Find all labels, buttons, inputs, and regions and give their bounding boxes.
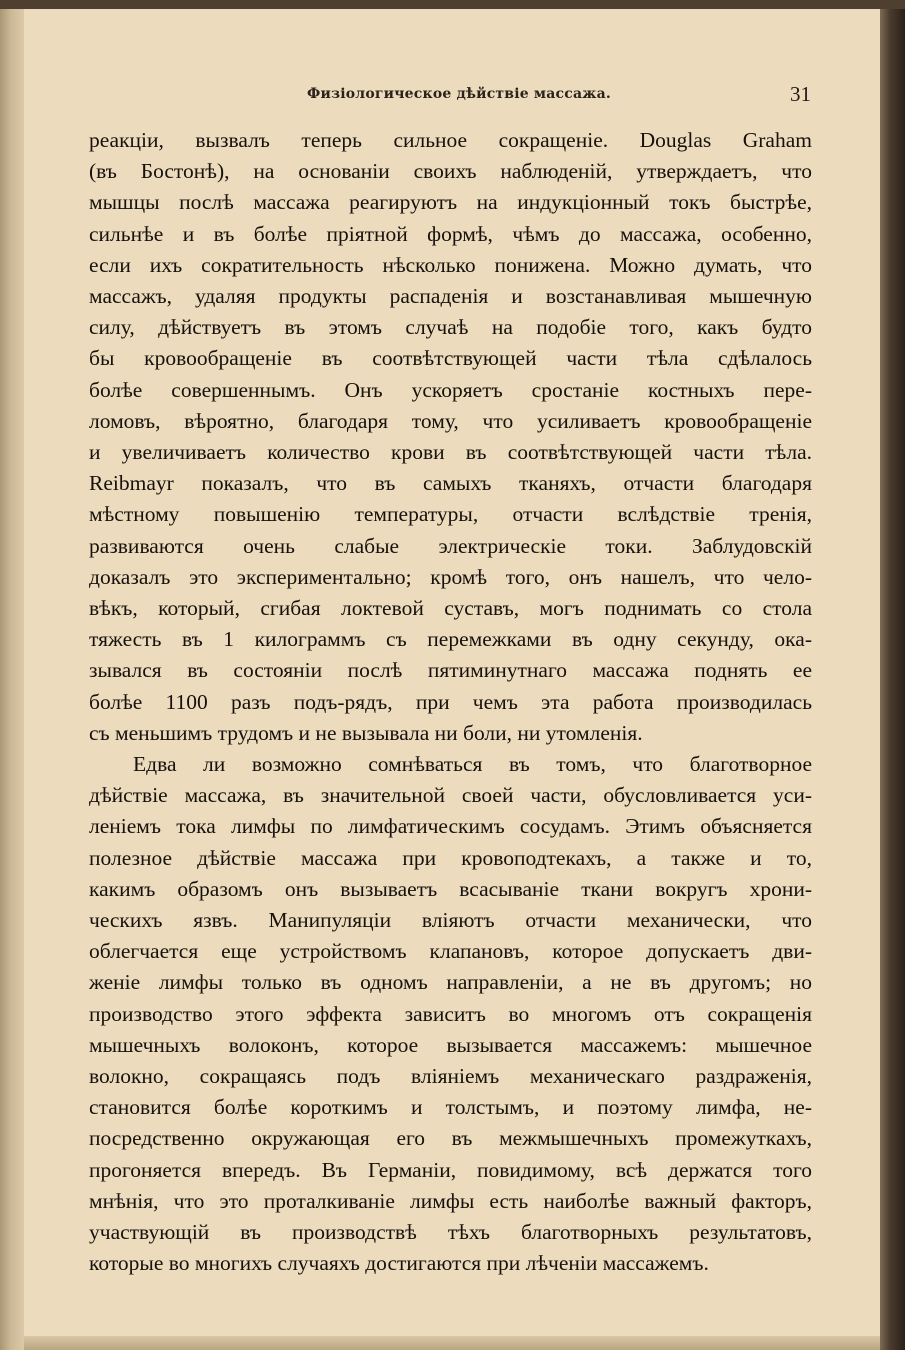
text-line: ческихъ язвъ. Манипуляцiи влiяютъ отчасти механически, что	[89, 908, 812, 932]
text-line: какимъ образомъ онъ вызываетъ всасыванiе ткани вокругъ хрони-	[89, 876, 812, 901]
text-line: мѣстному повышенiю температуры, отчасти вслѣдствiе тренiя,	[89, 502, 812, 527]
text-line: прогоняется впередъ. Въ Германiи, повидимому, всѣ держатся того	[89, 1157, 812, 1182]
text-line: массажъ, удаляя продукты распаденiя и возстанавливая мышечную	[89, 284, 812, 308]
text-line: Едва ли возможно сомнѣваться въ томъ, что благотворное	[133, 752, 812, 776]
text-line: ломовъ, вѣроятно, благодаря тому, что усиливаетъ кровообращенiе	[89, 408, 812, 433]
text-line: тяжесть въ 1 килограммъ съ перемежками въ одну секунду, ока-	[89, 627, 812, 652]
text-line: которые во многихъ случаяхъ достигаются при лѣченiи массажемъ.	[89, 1251, 709, 1276]
text-line: ленiемъ тока лимфы по лимфатическимъ сосудамъ. Этимъ объясняется	[89, 814, 812, 839]
text-line: реакцiи, вызвалъ теперь сильное сокращенiе. Douglas Graham	[89, 128, 812, 152]
text-line: вѣкъ, который, сгибая локтевой суставъ, могъ поднимать со стола	[89, 596, 812, 620]
text-line: Reibmayr показалъ, что въ самыхъ тканяхъ, отчасти благодаря	[89, 471, 812, 496]
text-line: доказалъ это экспериментально; кромѣ того, онъ нашелъ, что чело-	[89, 564, 812, 589]
text-line: силу, дѣйствуетъ въ этомъ случаѣ на подобiе того, какъ будто	[89, 315, 812, 340]
text-line: женiе лимфы только въ одномъ направленiи, а не въ другомъ; но	[89, 970, 812, 995]
page-number: 31	[790, 82, 811, 106]
text-line: и увеличиваетъ количество крови въ соотвѣтствующей части тѣла.	[89, 440, 812, 464]
text-line: если ихъ сократительность нѣсколько понижена. Можно думать, что	[89, 252, 812, 277]
text-line: полезное дѣйствiе массажа при кровоподтекахъ, а также и то,	[89, 845, 812, 870]
text-line: участвующiй въ производствѣ тѣхъ благотворныхъ результатовъ,	[89, 1220, 812, 1244]
text-line: облегчается еще устройствомъ клапановъ, которое допускаетъ дви-	[89, 939, 812, 964]
text-line: бы кровообращенiе въ соотвѣтствующей части тѣла сдѣлалось	[89, 346, 812, 371]
text-line: дѣйствiе массажа, въ значительной своей части, обусловливается уси-	[89, 783, 812, 808]
text-line: становится болѣе короткимъ и толстымъ, и поэтому лимфа, не-	[89, 1095, 812, 1120]
text-line: съ меньшимъ трудомъ и не вызывала ни боли, ни утомленiя.	[89, 720, 643, 745]
text-line: волокно, сокращаясь подъ влiянiемъ механическаго раздраженiя,	[89, 1064, 812, 1088]
running-title: Физiологическое дѣйствiе массажа.	[307, 86, 611, 102]
text-line: (въ Бостонѣ), на основанiи своихъ наблюденiй, утверждаетъ, что	[89, 159, 812, 184]
text-line: производство этого эффекта зависитъ во многомъ отъ сокращенiя	[89, 1001, 812, 1026]
text-line: зывался въ состоянiи послѣ пятиминутнаго массажа поднять ее	[89, 658, 812, 683]
text-line: развиваются очень слабые электрическiе токи. Заблудовскiй	[89, 533, 812, 558]
text-line: мышцы послѣ массажа реагируютъ на индукцiонный токъ быстрѣе,	[89, 190, 812, 215]
text-line: мышечныхъ волоконъ, которое вызывается массажемъ: мышечное	[89, 1032, 812, 1057]
text-line: сильнѣе и въ болѣе прiятной формѣ, чѣмъ до массажа, особенно,	[89, 221, 812, 246]
text-line: болѣе 1100 разъ подъ-рядъ, при чемъ эта работа производилась	[89, 689, 812, 714]
text-line: посредственно окружающая его въ межмышечныхъ промежуткахъ,	[89, 1126, 812, 1151]
text-line: болѣе совершеннымъ. Онъ ускоряетъ сростанiе костныхъ пере-	[89, 377, 812, 402]
text-line: мнѣнiя, что это проталкиванiе лимфы есть наиболѣе важный факторъ,	[89, 1188, 812, 1213]
